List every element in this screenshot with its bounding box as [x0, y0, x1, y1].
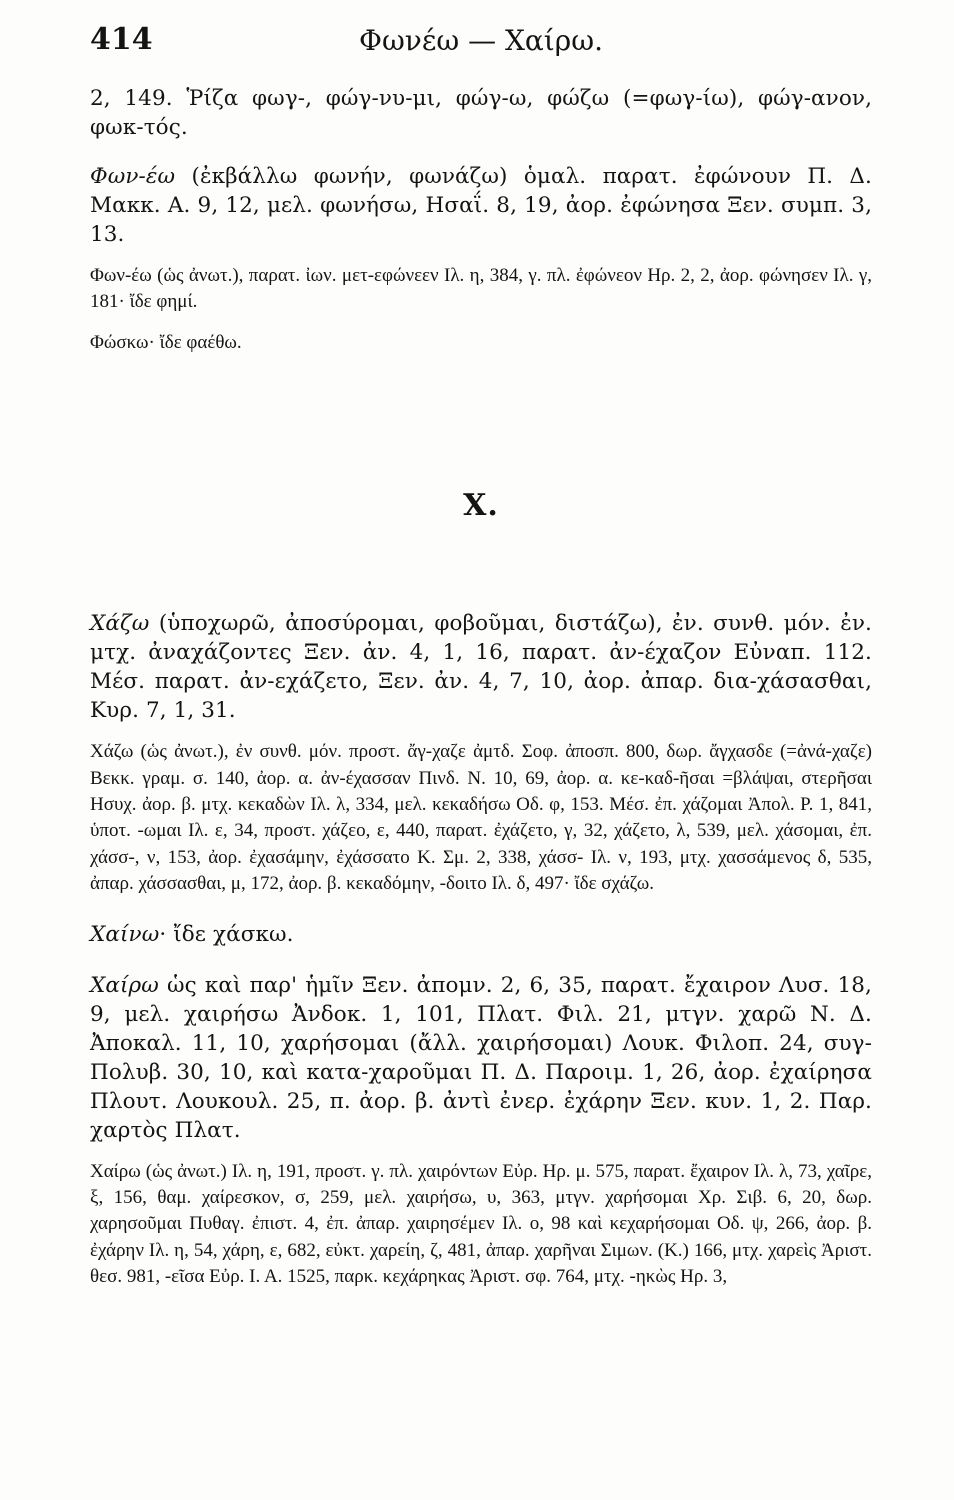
entry-chaino: [90, 920, 872, 949]
entry-chairo-epic: [90, 1159, 872, 1291]
headword: Φων-έω: [90, 164, 176, 189]
entry-chazo: [90, 609, 872, 725]
page-content: [90, 84, 872, 1291]
headword: Χαίνω: [90, 921, 160, 947]
entry-phoneo-epic: [90, 263, 872, 316]
entry-text: Χάζω (ὡς ἀνωτ.), ἐν συνθ. μόν. προστ. ἄγ-χαζε ἀμτδ. Σοφ. ἀποσπ. 800, δωρ. ἄγχασδε (=ἀνά-χαζε) Βεκκ. γραμ. σ. 140, ἀορ. α. ἀν-έχασσαν Πινδ. Ν. 10, 69, ἀορ. α. κε-καδ-ῆσαι =βλάψαι, στερῆσαι Ησυχ. ἀορ. β. μτχ. κεκαδὼν Ιλ. λ, 334, μελ. κεκαδήσω Οδ. φ, 153. Μέσ. ἐπ. χάζομαι Ἀπολ. Ρ. 1, 841, ὑποτ. -ωμαι Ιλ. ε, 34, προστ. χάζεο, ε, 440, παρατ. ἐχάζετο, γ, 32, χάζετο, λ, 539, μελ. χάσομαι, ἐπ. χάσσ-, ν, 153, ἀορ. ἐχασάμην, ἐχάσσατο Κ. Σμ. 2, 338, χάσσ- Ιλ. ν, 193, μτχ. χασσάμενος δ, 535, ἀπαρ. χάσσασθαι, μ, 172, ἀορ. β. κεκαδόμην, -δοιτο Ιλ. δ, 497· ἴδε σχάζω.: [90, 741, 872, 895]
headword: Χαίρω: [90, 972, 159, 998]
page-header: [90, 22, 872, 66]
entry-text: (ὑποχωρῶ, ἀποσύρομαι, φοβοῦμαι, διστάζω), ἐν. συνθ. μόν. ἐν. μτχ. ἀναχάζοντες Ξεν. ἀν. 4, 1, 16, παρατ. ἀν-έχαζον Εὐναπ. 112. Μέσ. παρατ. ἀν-εχάζετο, Ξεν. ἀν. 4, 7, 10, ἀορ. ἀπαρ. δια-χάσασθαι, Κυρ. 7, 1, 31.: [90, 611, 872, 724]
running-head: Φωνέω — Χαίρω.: [359, 24, 603, 57]
entry-text: Χαίρω (ὡς ἀνωτ.) Ιλ. η, 191, προστ. γ. πλ. χαιρόντων Εὐρ. Ηρ. μ. 575, παρατ. ἔχαιρον Ιλ. λ, 73, χαῖρε, ξ, 156, θαμ. χαίρεσκον, σ, 259, μελ. χαιρήσω, υ, 363, μτγν. χαρήσομαι Χρ. Σιβ. 6, 20, δωρ. χαρησοῦμαι Πυθαγ. ἐπιστ. 4, ἐπ. ἀπαρ. χαιρησέμεν Ιλ. ο, 98 καὶ κεχαρήσομαι Οδ. ψ, 266, ἀορ. β. ἐχάρην Ιλ. η, 54, χάρη, ε, 682, εὐκτ. χαρείη, ζ, 481, ἀπαρ. χαρῆναι Σιμων. (Κ.) 166, μτχ. χαρεὶς Ἀριστ. θεσ. 981, -εῖσα Εὐρ. Ι. Α. 1525, παρκ. κεχάρηκας Ἀριστ. σφ. 764, μτχ. -ηκὼς Ηρ. 3,: [90, 1160, 872, 1288]
entry-text: · ἴδε χάσκω.: [159, 921, 294, 947]
headword: Χάζω: [90, 611, 150, 637]
entry-phosko: [90, 330, 872, 356]
section-letter: Χ.: [463, 488, 499, 524]
entry-text: Φων-έω (ὡς ἀνωτ.), παρατ. ἰων. μετ-εφώνεεν Ιλ. η, 384, γ. πλ. ἐφώνεον Ηρ. 2, 2, ἀορ. φώνησεν Ιλ. γ, 181· ἴδε φημί.: [90, 265, 872, 313]
page-number: 414: [90, 22, 153, 57]
entry-chairo: [90, 971, 872, 1145]
entry-text: 2, 149. Ῥίζα φωγ-, φώγ-νυ-μι, φώγ-ω, φώζω (=φωγ-ίω), φώγ-ανον, φωκ-τός.: [90, 86, 872, 140]
entry-text: ὡς καὶ παρ' ἡμῖν Ξεν. ἀπομν. 2, 6, 35, παρατ. ἔχαιρον Λυσ. 18, 9, μελ. χαιρήσω Ἀνδοκ. 1, 101, Πλατ. Φιλ. 21, μτγν. χαρῶ Ν. Δ. Ἀποκαλ. 11, 10, χαρήσομαι (ἄλλ. χαιρήσομαι) Λουκ. Φιλοπ. 24, συγ- Πολυβ. 30, 10, καὶ κατα-χαροῦμαι Π. Δ. Παροιμ. 1, 26, ἀορ. ἐχαίρησα Πλουτ. Λουκουλ. 25, π. ἀορ. β. ἀντὶ ἐνερ. ἐχάρην Ξεν. κυν. 1, 2. Παρ. χαρτὸς Πλατ.: [90, 972, 872, 1143]
entry-text: Φώσκω· ἴδε φαέθω.: [90, 331, 242, 353]
entry-chazo-epic: [90, 739, 872, 897]
entry-text: (ἐκβάλλω φωνήν, φωνάζω) ὁμαλ. παρατ. ἐφώνουν Π. Δ. Μακκ. Α. 9, 12, μελ. φωνήσω, Ησαΐ. 8, 19, ἀορ. ἐφώνησα Ξεν. συμπ. 3, 13.: [90, 164, 872, 247]
entry-phoneo: [90, 162, 872, 249]
entry-continuation: [90, 84, 872, 142]
